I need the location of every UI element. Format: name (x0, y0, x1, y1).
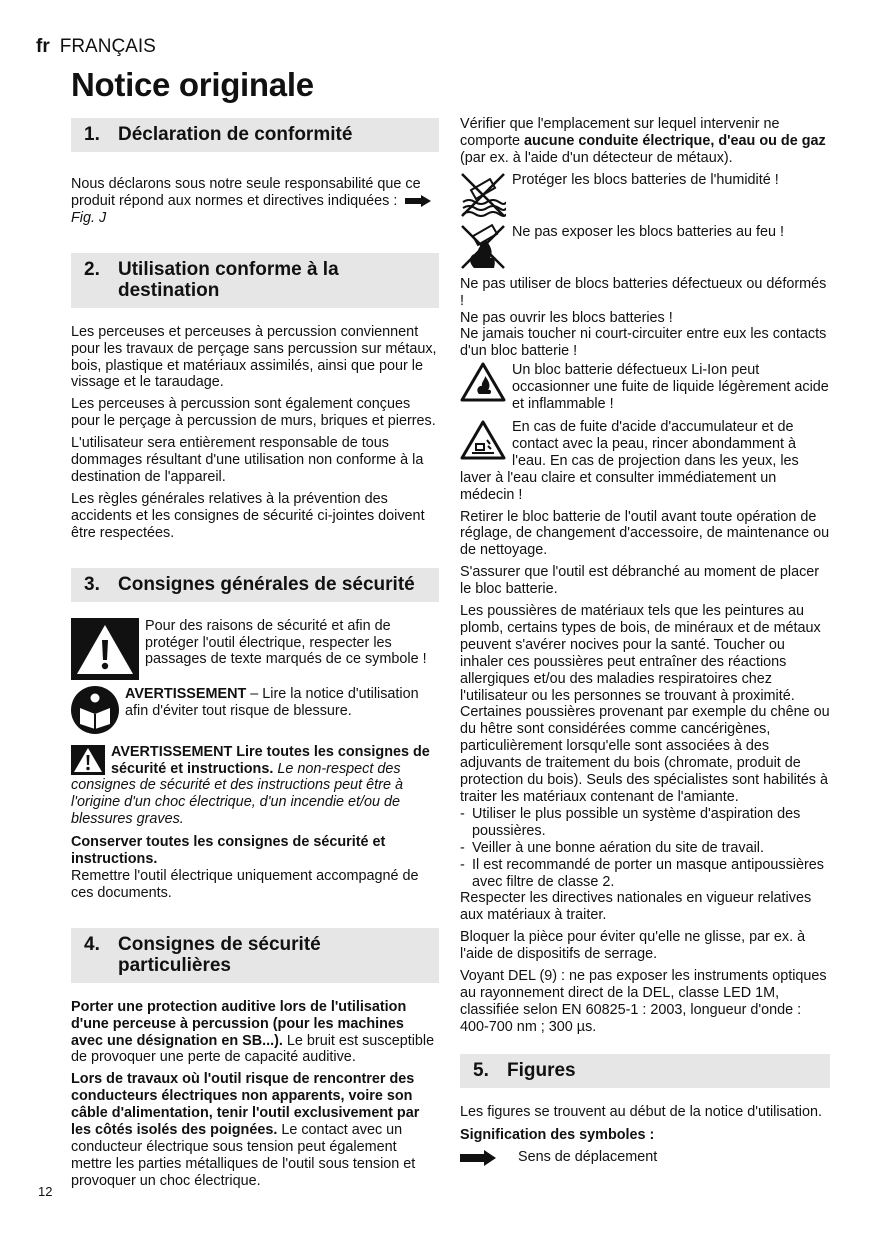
warning-symbol-note (71, 618, 439, 680)
read-manual-note (71, 686, 439, 734)
defect-line: Ne pas ouvrir les blocs batteries ! (460, 309, 673, 326)
section-title: Utilisation conforme à la destination (118, 258, 339, 301)
acid-text: En cas de fuite d'acide d'accumulateur et de contact avec la peau, rincer abondamment à l'eau. En cas de projection dans les yeux, les laver à l'eau claire et consulter immédiatement un médecin ! (460, 418, 799, 503)
paragraph: Bloquer la pièce pour éviter qu'elle ne glisse, par ex. à l'aide de dispositifs de serrage. (460, 929, 806, 963)
language-code: fr (36, 36, 50, 57)
paragraph: Les perceuses et perceuses à percussion conviennent pour les travaux de perçage sans percussion sur métaux, bois, plastique et matériaux assimilés, ainsi que pour le vissage et le taraudage. (71, 323, 437, 391)
section-heading-4 (71, 928, 439, 983)
hidden-conductors (71, 1071, 439, 1189)
defect-rules (460, 276, 830, 361)
warning-label: AVERTISSEMENT (125, 685, 247, 702)
hearing-protection (71, 999, 439, 1067)
section-number: 1. (84, 124, 100, 145)
language-header (36, 36, 156, 58)
humidity-note (460, 172, 830, 218)
exclamation-warning-icon (71, 618, 139, 680)
section-heading-5 (460, 1054, 830, 1088)
no-humidity-icon (460, 172, 506, 218)
list-item: - Il est recommandé de porter un masque antipoussières avec filtre de classe 2. (460, 857, 830, 891)
keep-instructions (71, 834, 439, 902)
right-column (460, 116, 830, 1172)
symbol-legend-row (460, 1149, 830, 1166)
warning-bold-text: AVERTISSEMENT Lire toutes les consignes de sécurité et instructions. (111, 743, 430, 777)
section-title: Consignes générales de sécurité (118, 573, 415, 595)
language-name: FRANÇAIS (59, 36, 156, 57)
dust-line: Certaines poussières provenant par exemple du chêne ou du hêtre sont considérées comme cancérigènes, particulièrement lorsqu'elle sont associées à des adjuvants de traitement du bois (chromate, produit de protection du bois). Seuls des spécialistes sont habilités à traiter les matériaux contenant de l'amiante. (460, 704, 830, 805)
paragraph: Respecter les directives nationales en vigueur relatives aux matériaux à traiter. (460, 890, 812, 924)
paragraph: S'assurer que l'outil est débranché au moment de placer le bloc batterie. (460, 564, 820, 598)
warning-read-all (71, 744, 439, 829)
section-title: Consignes de sécurité particulières (118, 933, 321, 976)
symbols-heading: Signification des symboles : (460, 1126, 655, 1143)
page-title: Notice originale (71, 66, 314, 103)
read-manual-text: – Lire la notice d'utilisation afin d'éviter tout risque de blessure. (125, 685, 419, 719)
section-title: Déclaration de conformité (118, 124, 353, 145)
paragraph: L'utilisateur sera entièrement responsable de tous dommages résultant d'une utilisation non conforme à la destination de l'appareil. (71, 435, 424, 485)
corrosive-warning-icon (460, 420, 506, 460)
warning-symbol-text: Pour des raisons de sécurité et afin de protéger l'outil électrique, respecter les passages de texte marqués de ce symbole ! (145, 617, 427, 668)
section-heading-2 (71, 253, 439, 308)
verify-location (460, 116, 830, 167)
fire-note (460, 224, 830, 270)
paragraph: Les règles générales relatives à la prévention des accidents et les consignes de sécurité ci-jointes doivent être respectées. (71, 490, 425, 541)
dust-warnings (460, 603, 830, 806)
keep-instructions-text: Remettre l'outil électrique uniquement accompagné de ces documents. (71, 867, 419, 901)
section-heading-1 (71, 118, 439, 152)
humidity-text: Protéger les blocs batteries de l'humidité ! (512, 171, 779, 188)
paragraph: Voyant DEL (9) : ne pas exposer les instruments optiques au rayonnement direct de la DEL, classe LED 1M, classifiée selon EN 60825-1 : 2003, longueur d'onde : 400-700 nm ; 300 µs. (460, 968, 827, 1035)
conformity-statement: Nous déclarons sous notre seule responsabilité que ce produit répond aux normes et directives indiquées : (71, 176, 421, 209)
dust-line: Les poussières de matériaux tels que les peintures au plomb, certains types de bois, de minéraux et de métaux peuvent s'avérer nocives pour la santé. Toucher ou inhaler ces poussières peut entraîner des réactions allergiques et/ou des maladies respiratoires chez l'utilisateur ou les personnes se trouvant à proximité. (460, 603, 821, 704)
arrow-right-icon (405, 195, 431, 207)
section-heading-3 (71, 568, 439, 602)
list-item: - Veiller à une bonne aération du site de travail. (460, 840, 830, 857)
flammable-warning-icon (460, 362, 506, 402)
direction-text: Sens de déplacement (518, 1148, 658, 1165)
defect-line: Ne jamais toucher ni court-circuiter entre eux les contacts d'un bloc batterie ! (460, 326, 827, 360)
conductors-bold: Lors de travaux où l'outil risque de rencontrer des conducteurs électriques non apparents, voire son câble d'alimentation, tenir l'outil exclusivement par les côtés isolés des poignées. (71, 1071, 420, 1139)
exclamation-warning-small-icon (71, 745, 105, 775)
hearing-text: Le bruit est susceptible de provoquer une perte de capacité auditive. (71, 1032, 435, 1066)
section-number: 3. (84, 573, 100, 595)
direction-arrow-icon (460, 1150, 496, 1166)
warning-italic-text: Le non-respect des consignes de sécurité et des instructions peut être à l'origine d'un choc électrique, d'un incendie et/ou de blessures graves. (71, 760, 403, 828)
read-manual-icon (71, 686, 119, 734)
left-column (71, 116, 439, 1195)
no-fire-icon (460, 224, 506, 270)
list-item: - Utiliser le plus possible un système d'aspiration des poussières. (460, 806, 830, 840)
section-title: Figures (507, 1059, 576, 1081)
flammable-note (460, 362, 830, 413)
verify-bold: aucune conduite électrique, d'eau ou de gaz (524, 132, 826, 149)
verify-text-a: Vérifier que l'emplacement sur lequel intervenir ne comporte (460, 116, 780, 149)
defect-line: Ne pas utiliser de blocs batteries défectueux ou déformés ! (460, 275, 827, 309)
fire-text: Ne pas exposer les blocs batteries au feu ! (512, 223, 784, 240)
hearing-bold: Porter une protection auditive lors de l'utilisation d'une perceuse à percussion (pour les machines avec une désignation en SB...). (71, 998, 407, 1049)
section-number: 5. (473, 1059, 489, 1081)
verify-text-b: (par ex. à l'aide d'un détecteur de métaux). (460, 149, 733, 166)
section-number: 4. (84, 933, 100, 955)
acid-note (460, 419, 830, 504)
dust-measures-list (460, 806, 830, 891)
conductors-text: Le contact avec un conducteur électrique sous tension peut également mettre les parties métalliques de l'outil sous tension et provoquer un choc électrique. (71, 1122, 416, 1189)
conformity-text (71, 176, 439, 227)
keep-instructions-bold: Conserver toutes les consignes de sécurité et instructions. (71, 834, 386, 868)
flammable-text: Un bloc batterie défectueux Li-Ion peut occasionner une fuite de liquide légèrement acide et inflammable ! (512, 362, 829, 413)
paragraph: Les perceuses à percussion sont également conçues pour le perçage à percussion de murs, briques et pierres. (71, 396, 436, 430)
figure-reference: Fig. J (71, 209, 107, 226)
paragraph: Les figures se trouvent au début de la notice d'utilisation. (460, 1103, 822, 1120)
page-number: 12 (38, 1184, 53, 1199)
paragraph: Retirer le bloc batterie de l'outil avant toute opération de réglage, de changement d'accessoire, de maintenance ou de nettoyage. (460, 508, 830, 559)
section-number: 2. (84, 258, 100, 280)
